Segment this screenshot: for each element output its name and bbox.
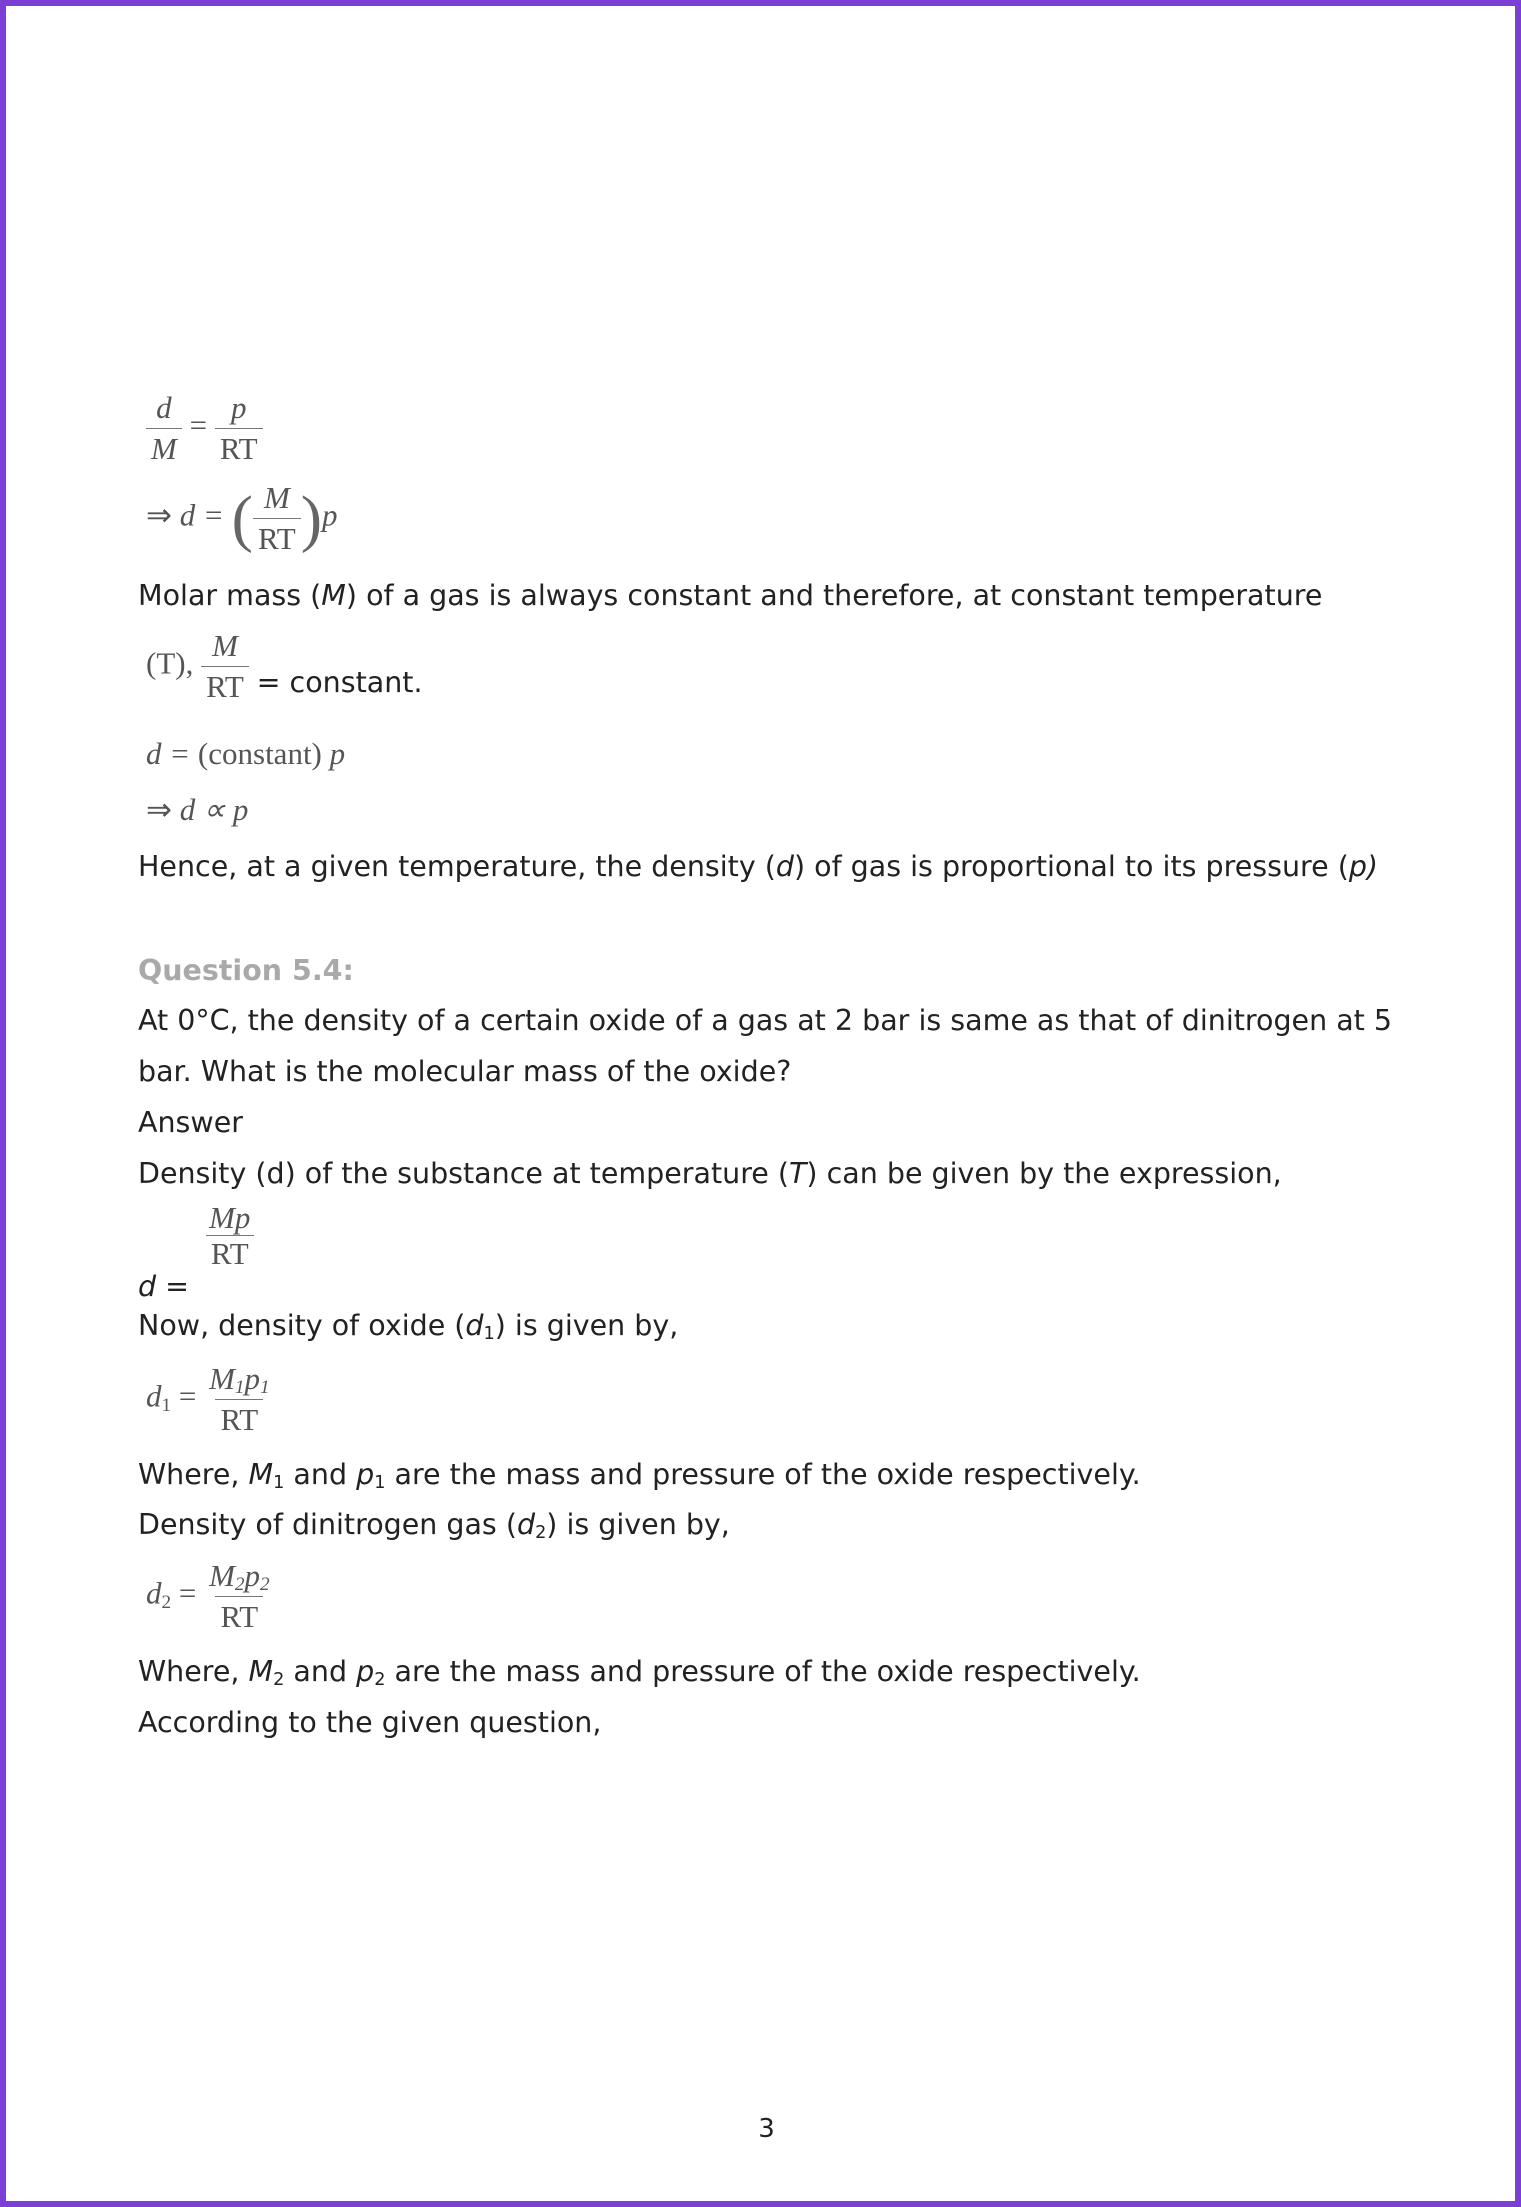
equation-constant-ratio: (T), $\frac{M}{RT}$ = constant.: [146, 628, 423, 704]
equation-density-mp: d = $\frac{Mp}{RT}$: [138, 1202, 255, 1269]
equation-proportional: ⇒ d ∝ p: [146, 792, 249, 827]
equation-density-ratio: $\frac{d}{M}$ = $\frac{p}{RT}$: [146, 390, 263, 467]
equation-constant-pressure: d = (constant) p: [146, 736, 346, 771]
equation-density-expression: ⇒ d = ( $\frac{M}{RT}$ )p: [146, 480, 338, 556]
answer-label: Answer: [138, 1106, 243, 1139]
equation-oxide-density: $d_1$ = $\frac{M_1p_1}{RT}$: [146, 1361, 270, 1437]
oxide-variables-description: Where, $M_1$ and $p_1$ are the mass and pressure of the oxide respectively.: [138, 1458, 1141, 1493]
equation-dinitrogen-density: $d_2$ = $\frac{M_2p_2}{RT}$: [146, 1558, 270, 1634]
conclusion-statement: Hence, at a given temperature, the density (d) of gas is proportional to its pressure (p): [138, 850, 1379, 883]
question-text-line2: bar. What is the molecular mass of the oxide?: [138, 1055, 792, 1088]
molar-mass-statement: Molar mass (M) of a gas is always constant and therefore, at constant temperature: [138, 579, 1323, 612]
question-text-line1: At 0°C, the density of a certain oxide of a gas at 2 bar is same as that of dinitrogen at 5: [138, 1004, 1393, 1037]
oxide-density-intro: Now, density of oxide $(d_1)$ is given by,: [138, 1309, 679, 1344]
dinitrogen-variables-description: Where, $M_2$ and $p_2$ are the mass and pressure of the oxide respectively.: [138, 1655, 1141, 1690]
question-heading: Question 5.4:: [138, 954, 354, 987]
according-statement: According to the given question,: [138, 1706, 602, 1739]
dinitrogen-density-intro: Density of dinitrogen gas $(d_2)$ is given by,: [138, 1508, 730, 1543]
density-expression-intro: Density (d) of the substance at temperature (T) can be given by the expression,: [138, 1157, 1282, 1190]
page-number: 3: [758, 2114, 775, 2144]
